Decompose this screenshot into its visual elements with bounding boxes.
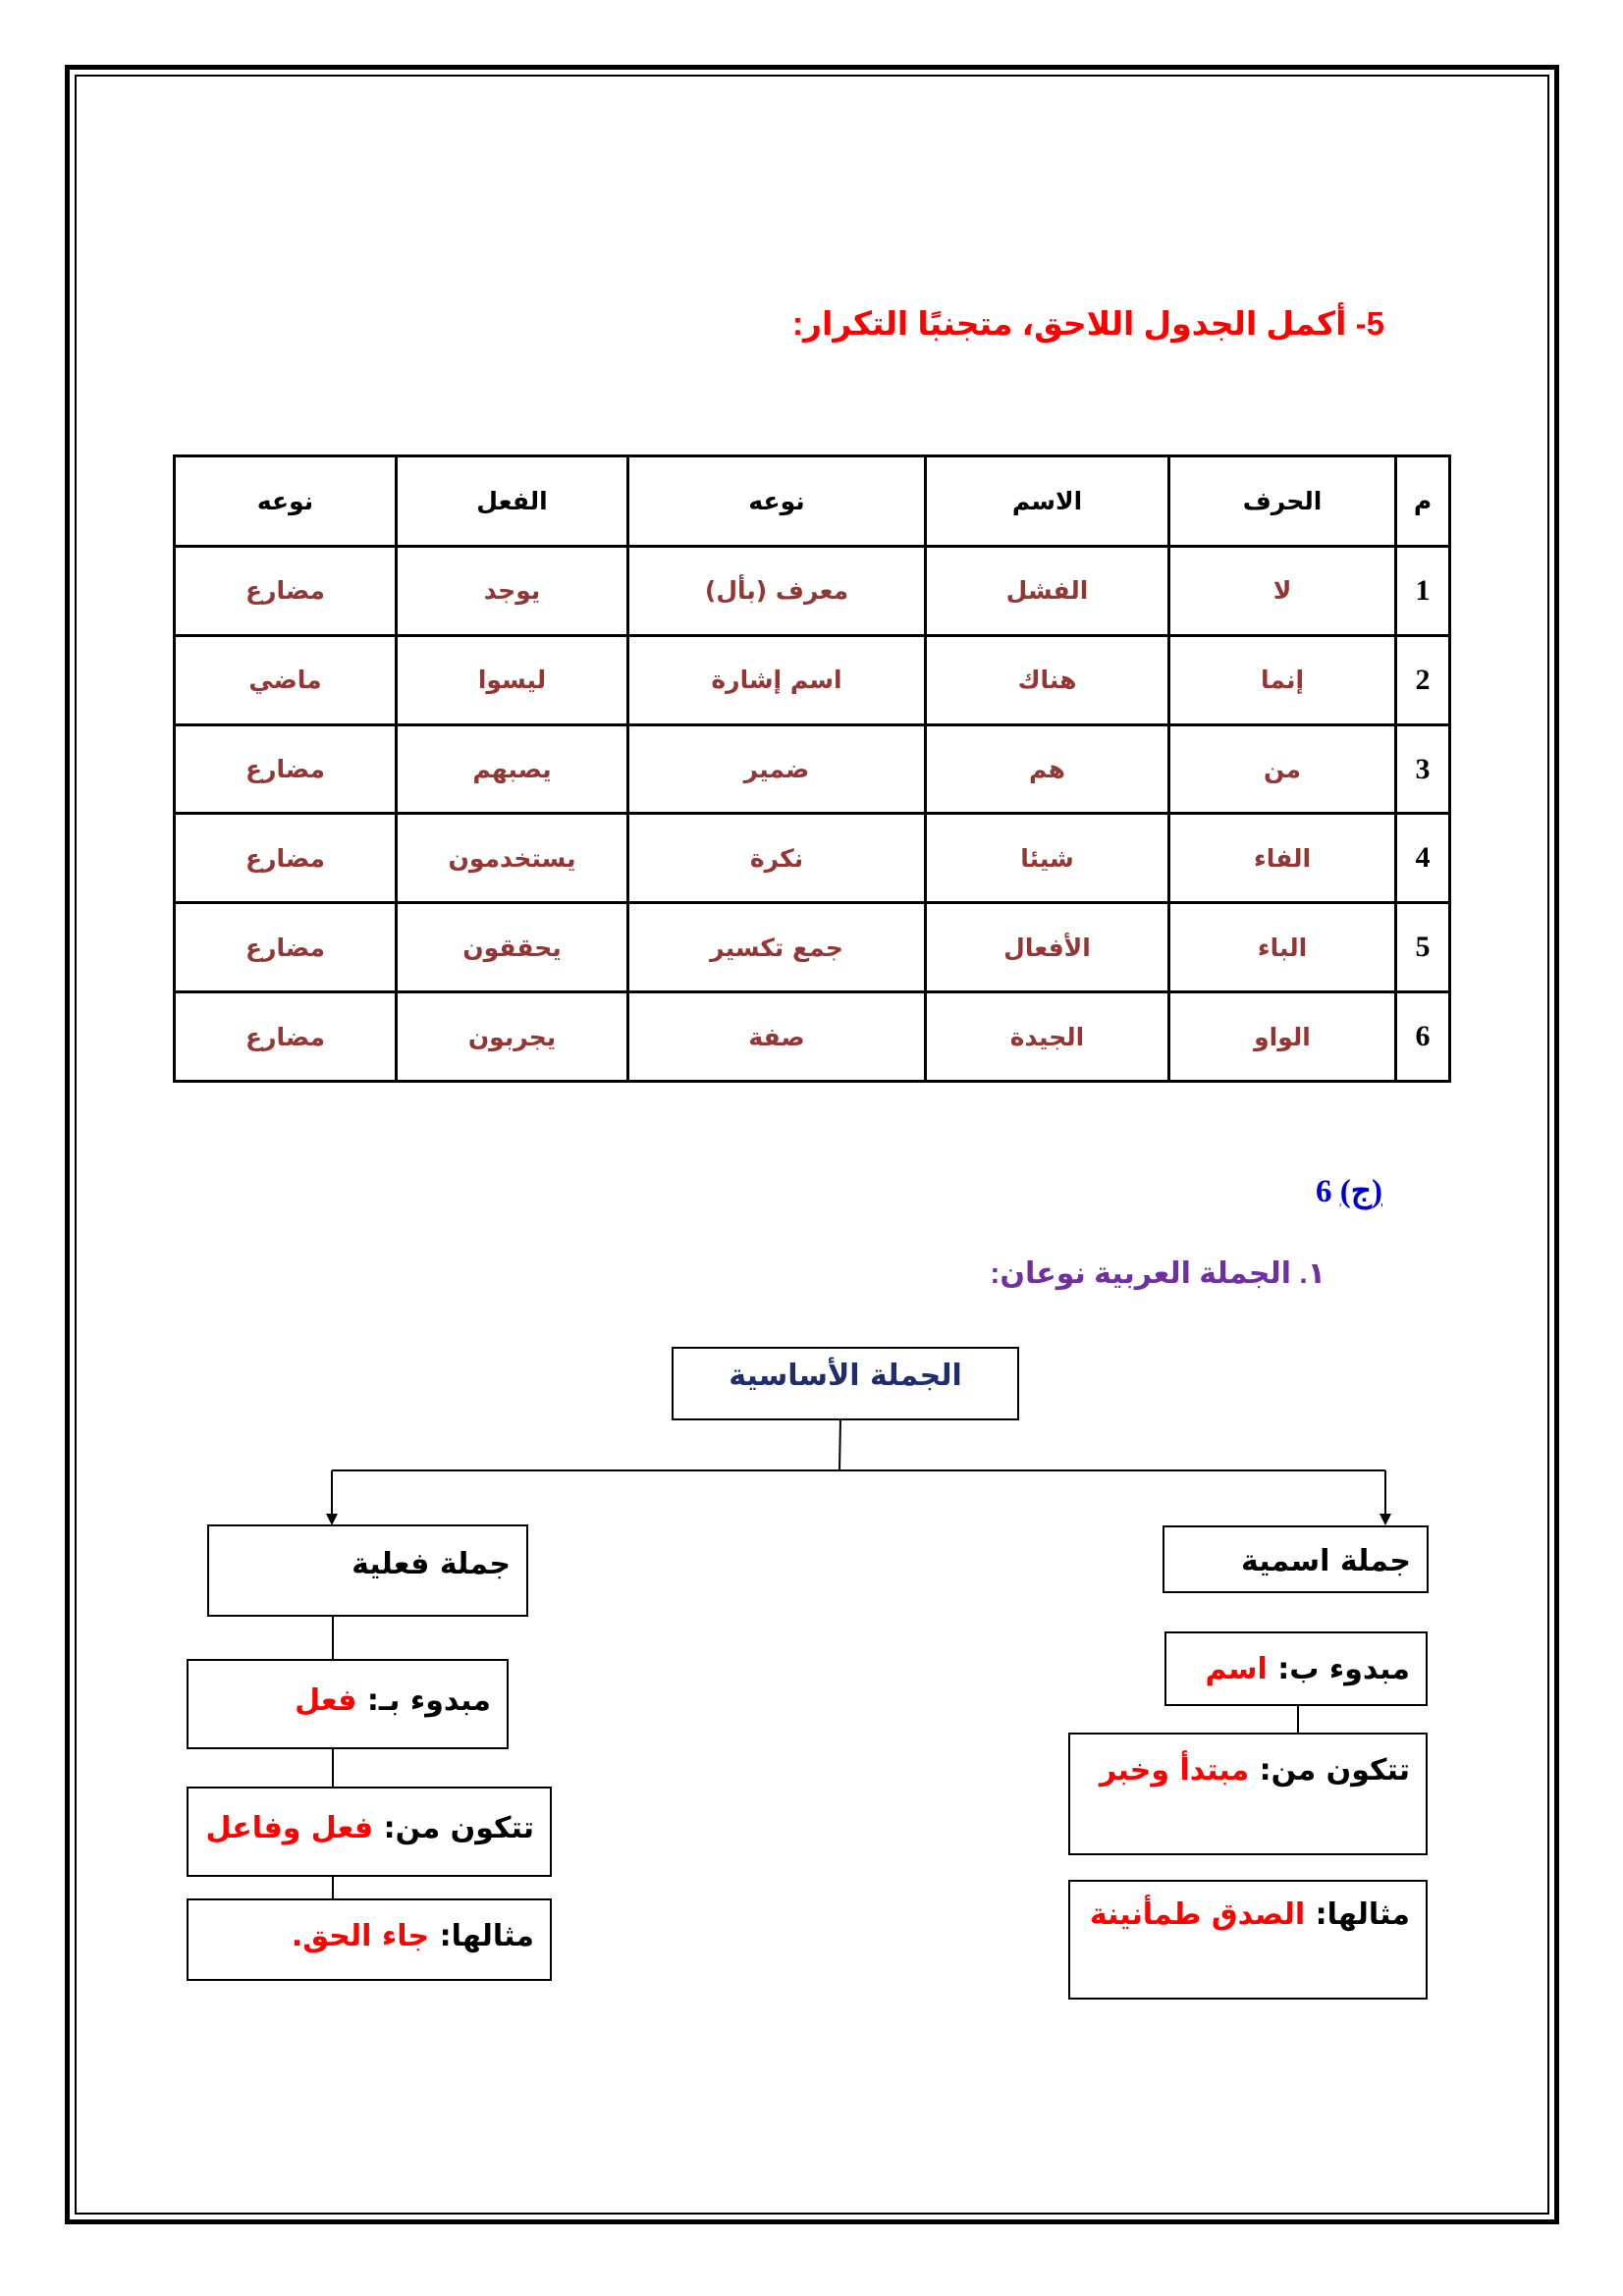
- nominal-consists-label: تتكون من:: [1259, 1753, 1410, 1788]
- cell-noun: شيئا: [926, 814, 1169, 903]
- cell-verb-type: مضارع: [175, 724, 397, 814]
- verbal-consists-label: تتكون من:: [383, 1811, 534, 1845]
- header-noun-type: نوعه: [628, 456, 926, 547]
- nominal-consists-box: [1068, 1733, 1428, 1855]
- cell-verb: ليسوا: [397, 635, 628, 724]
- cell-noun-type: صفة: [628, 992, 926, 1082]
- verbal-consists-box: [187, 1787, 552, 1877]
- verbal-example-box: [187, 1898, 552, 1981]
- nominal-starts-label: مبدوء ب:: [1277, 1652, 1410, 1686]
- nominal-starts: [1166, 1633, 1426, 1691]
- nominal-example-label: مثالها:: [1315, 1897, 1410, 1932]
- cell-noun: الفشل: [926, 547, 1169, 636]
- cell-letter: إنما: [1169, 635, 1396, 724]
- row-number: 3: [1396, 724, 1450, 814]
- cell-noun-type: اسم إشارة: [628, 635, 926, 724]
- cell-verb-type: مضارع: [175, 992, 397, 1082]
- nominal-consists: [1070, 1735, 1426, 1792]
- verbal-starts-label: مبدوء بـ:: [366, 1683, 491, 1718]
- nominal-consists-value: مبتدأ وخبر: [1099, 1753, 1250, 1788]
- cell-noun: الأفعال: [926, 903, 1169, 992]
- nominal-title-box: [1163, 1525, 1429, 1593]
- section-number: 6: [1315, 1174, 1332, 1209]
- row-number: 2: [1396, 635, 1450, 724]
- row-number: 4: [1396, 814, 1450, 903]
- row-number: 5: [1396, 903, 1450, 992]
- verbal-title: جملة فعلية: [352, 1547, 511, 1581]
- root-box: الجملة الأساسية: [672, 1347, 1019, 1420]
- header-verb-type: نوعه: [175, 456, 397, 547]
- cell-letter: من: [1169, 724, 1396, 814]
- cell-verb: يوجد: [397, 547, 628, 636]
- verbal-example: [189, 1900, 550, 1958]
- nominal-title: جملة اسمية: [1241, 1544, 1411, 1578]
- sentence-types-heading: ١. الجملة العربية نوعان:: [990, 1257, 1325, 1290]
- cell-verb-type: مضارع: [175, 814, 397, 903]
- question-5-heading: 5- أكمل الجدول اللاحق، متجنبًا التكرار:: [792, 305, 1384, 342]
- cell-noun-type: جمع تكسير: [628, 903, 926, 992]
- row-number: 6: [1396, 992, 1450, 1082]
- cell-letter: لا: [1169, 547, 1396, 636]
- cell-noun-type: معرف (بأل): [628, 547, 926, 636]
- nominal-example-value: الصدق طمأنينة: [1089, 1897, 1306, 1932]
- header-noun: الاسم: [926, 456, 1169, 547]
- nominal-example: [1070, 1882, 1426, 1936]
- cell-verb: يستخدمون: [397, 814, 628, 903]
- cell-verb: يجربون: [397, 992, 628, 1082]
- cell-verb-type: مضارع: [175, 547, 397, 636]
- cell-verb-type: ماضي: [175, 635, 397, 724]
- cell-letter: الباء: [1169, 903, 1396, 992]
- cell-letter: الواو: [1169, 992, 1396, 1082]
- cell-noun: الجيدة: [926, 992, 1169, 1082]
- verbal-consists-value: فعل وفاعل: [205, 1811, 374, 1845]
- verbal-starts-box: [187, 1659, 509, 1749]
- verbal-starts: [189, 1661, 507, 1723]
- row-number: 1: [1396, 547, 1450, 636]
- root-connector-line: [839, 1419, 840, 1470]
- section-letter: (ج): [1339, 1174, 1382, 1209]
- nominal-starts-value: اسم: [1205, 1652, 1268, 1686]
- verbal-consists: [189, 1789, 550, 1850]
- verbal-example-label: مثالها:: [439, 1919, 534, 1953]
- nominal-starts-box: [1164, 1631, 1428, 1706]
- cell-letter: الفاء: [1169, 814, 1396, 903]
- cell-noun-type: نكرة: [628, 814, 926, 903]
- cell-noun: هم: [926, 724, 1169, 814]
- verbal-starts-value: فعل: [295, 1683, 357, 1718]
- verbal-title-box: [207, 1524, 528, 1617]
- header-verb: الفعل: [397, 456, 628, 547]
- nominal-example-box: [1068, 1880, 1428, 2000]
- cell-verb: يصبهم: [397, 724, 628, 814]
- cell-verb-type: مضارع: [175, 903, 397, 992]
- cell-noun-type: ضمير: [628, 724, 926, 814]
- verbal-example-value: جاء الحق.: [291, 1919, 430, 1953]
- cell-verb: يحققون: [397, 903, 628, 992]
- cell-noun: هناك: [926, 635, 1169, 724]
- header-index: م: [1396, 456, 1450, 547]
- header-letter: الحرف: [1169, 456, 1396, 547]
